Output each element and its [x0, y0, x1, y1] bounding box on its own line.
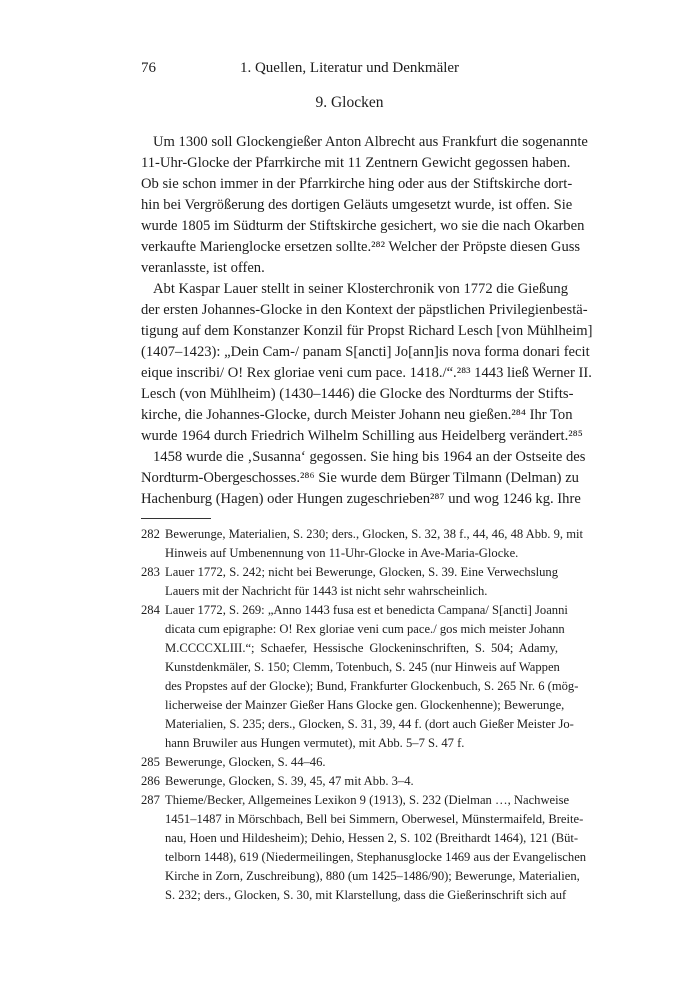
footnote-line: telborn 1448), 619 (Niedermeilingen, Stephanusglocke 1469 aus der Evangelischen [165, 850, 587, 864]
footnote-line: Bewerunge, Materialien, S. 230; ders., Glocken, S. 32, 38 f., 44, 46, 48 Abb. 9, mit [165, 527, 583, 541]
body-line: Nordturm-Obergeschosses.²⁸⁶ Sie wurde dem Bürger Tilmann (Delman) zu [141, 470, 579, 486]
footnote-line: Hinweis auf Umbenennung von 11-Uhr-Glocke in Ave-Maria-Glocke. [165, 546, 519, 560]
footnote-line: S. 232; ders., Glocken, S. 30, mit Klarstellung, dass die Gießerinschrift sich auf [165, 888, 567, 902]
footnote-line: des Propstes auf der Glocke); Bund, Frankfurter Glockenbuch, S. 265 Nr. 6 (mög- [165, 679, 579, 693]
body-line: Abt Kaspar Lauer stellt in seiner Klosterchronik von 1772 die Gießung [153, 281, 569, 297]
body-line: wurde 1805 im Südturm der Stiftskirche gesichert, wo sie die nach Okarben [141, 218, 585, 234]
footnote [141, 601, 579, 753]
body-line: eique inscribi/ O! Rex gloriae veni cum pace. 1418./“.²⁸³ 1443 ließ Werner II. [141, 365, 592, 381]
footnote-line: Lauer 1772, S. 269: „Anno 1443 fusa est et benedicta Campana/ S[ancti] Joanni [165, 603, 568, 617]
body-line: veranlasste, ist offen. [141, 260, 265, 276]
body-line: kirche, die Johannes-Glocke, durch Meister Johann neu gießen.²⁸⁴ Ihr Ton [141, 407, 573, 423]
footnote-line: nau, Hoen und Hildesheim); Dehio, Hessen 2, S. 102 (Breithardt 1464), 121 (Büt- [165, 831, 579, 845]
footnote-line: Materialien, S. 235; ders., Glocken, S. 31, 39, 44 f. (dort auch Gießer Meister Jo- [165, 717, 574, 731]
body-line: 1458 wurde die ‚Susanna‘ gegossen. Sie hing bis 1964 an der Ostseite des [153, 449, 586, 465]
footnote-rule [141, 518, 211, 519]
footnote-line: hann Bruwiler aus Hungen vermutet), mit Abb. 5–7 S. 47 f. [165, 736, 465, 750]
footnote-line: Bewerunge, Glocken, S. 39, 45, 47 mit Abb. 3–4. [165, 774, 414, 788]
footnote [141, 772, 558, 791]
footnote-line: 1451–1487 in Mörschbach, Bell bei Simmern, Oberwesel, Münstermaifeld, Breite- [165, 812, 584, 826]
footnote-number: 286 [141, 774, 160, 788]
footnote-number: 283 [141, 565, 160, 579]
running-title: 1. Quellen, Literatur und Denkmäler [239, 60, 460, 76]
footnote-line: Kirche in Zorn, Zuschreibung), 880 (um 1425–1486/90); Bewerunge, Materialien, [165, 869, 580, 883]
footnote-line: Kunstdenkmäler, S. 150; Clemm, Totenbuch, S. 245 (nur Hinweis auf Wappen [165, 660, 560, 674]
body-line: Ob sie schon immer in der Pfarrkirche hing oder aus der Stiftskirche dort- [141, 176, 573, 192]
section-title: 9. Glocken [315, 94, 384, 111]
footnote-line: Bewerunge, Glocken, S. 44–46. [165, 755, 326, 769]
footnote-number: 287 [141, 793, 160, 807]
body-line: 11-Uhr-Glocke der Pfarrkirche mit 11 Zentnern Gewicht gegossen haben. [141, 155, 571, 171]
body-line: verkaufte Marienglocke ersetzen sollte.²⁸² Welcher der Pröpste diesen Guss [141, 239, 581, 255]
body-line: Lesch (von Mühlheim) (1430–1446) die Glocke des Nordturms der Stifts- [141, 386, 574, 402]
footnote [141, 753, 558, 772]
body-line: hin bei Vergrößerung des dortigen Geläuts umgesetzt wurde, ist offen. Sie [141, 197, 573, 213]
footnote [141, 791, 587, 905]
body-line: wurde 1964 durch Friedrich Wilhelm Schilling aus Heidelberg verändert.²⁸⁵ [141, 428, 583, 444]
footnote-number: 284 [141, 603, 160, 617]
footnote-line: Lauer 1772, S. 242; nicht bei Bewerunge, Glocken, S. 39. Eine Verwechslung [165, 565, 558, 579]
body-line: tigung auf dem Konstanzer Konzil für Propst Richard Lesch [von Mühlheim] [141, 323, 593, 339]
body-line: Hachenburg (Hagen) oder Hungen zugeschrieben²⁸⁷ und wog 1246 kg. Ihre [141, 491, 581, 507]
footnote-number: 285 [141, 755, 160, 769]
body-line: der ersten Johannes-Glocke in den Kontext der päpstlichen Privilegienbestä- [141, 302, 588, 318]
body-line: Um 1300 soll Glockengießer Anton Albrecht aus Frankfurt die sogenannte [153, 134, 588, 150]
footnote-line: licherweise der Mainzer Gießer Hans Glocke gen. Glockenhenne); Bewerunge, [165, 698, 565, 712]
footnote-line: M.CCCCXLIII.“; Schaefer, Hessische Glockeninschriften, S. 504; Adamy, [165, 641, 558, 655]
body-text [141, 132, 593, 510]
footnote [141, 563, 558, 601]
body-line: (1407–1423): „Dein Cam-/ panam S[ancti] Jo[ann]is nova forma donari fecit [141, 344, 590, 360]
footnote-line: dicata cum epigraphe: O! Rex gloriae veni cum pace./ gos mich meister Johann [165, 622, 565, 636]
page-header [141, 60, 558, 80]
footnote [141, 525, 583, 563]
footnote-line: Thieme/Becker, Allgemeines Lexikon 9 (1913), S. 232 (Dielman …, Nachweise [165, 793, 570, 807]
page-number: 76 [141, 60, 156, 76]
footnote-number: 282 [141, 527, 160, 541]
footnotes [141, 525, 587, 905]
footnote-line: Lauers mit der Nachricht für 1443 ist nicht sehr wahrscheinlich. [165, 584, 488, 598]
